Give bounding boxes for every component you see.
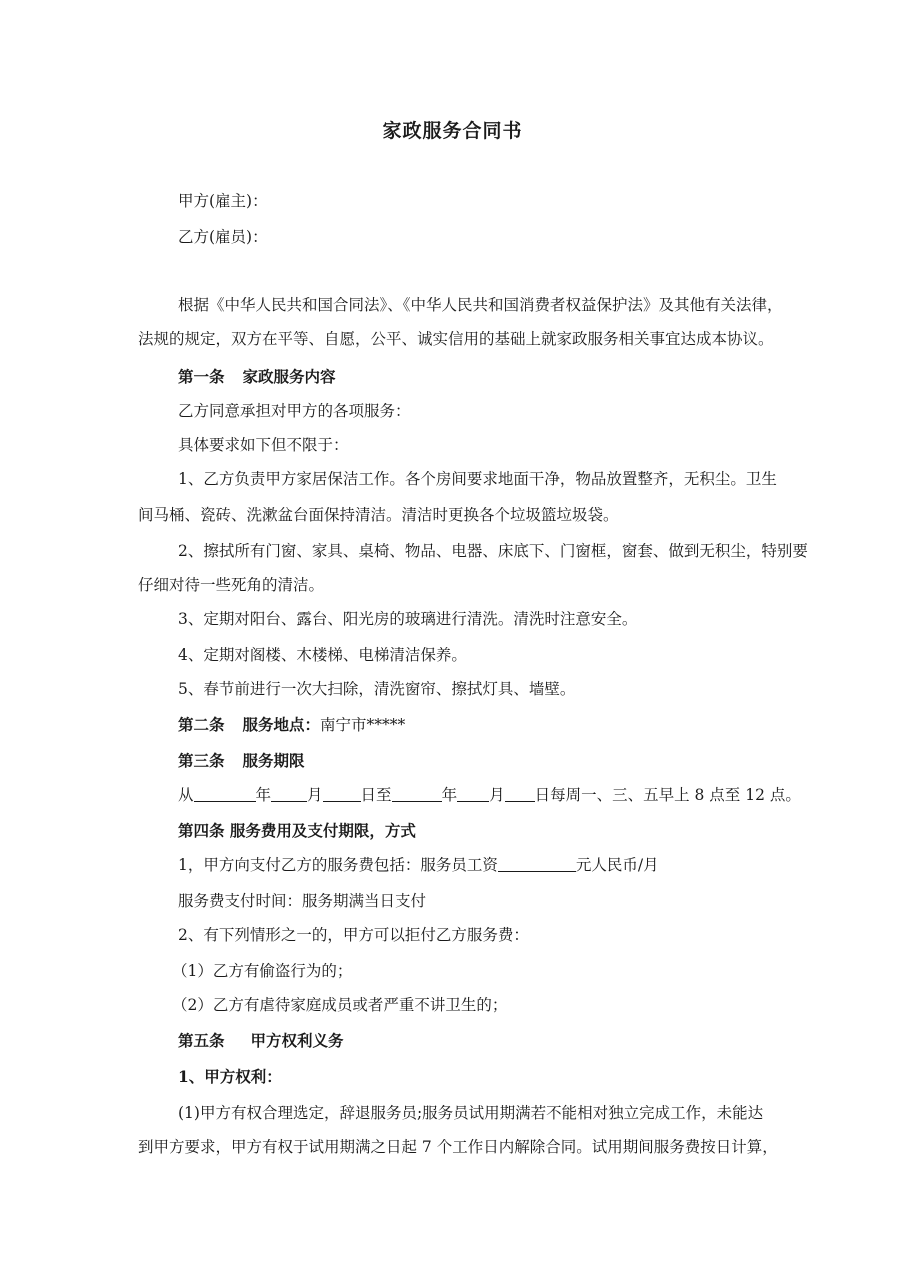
preamble-line-2: 法规的规定，双方在平等、自愿，公平、诚实信用的基础上就家政服务相关事宜达成本协议。 [138, 330, 774, 348]
article-5-heading [178, 1030, 818, 1052]
article-4-clause-1: （1）乙方有偷盗行为的； [172, 962, 353, 980]
article-5-number: 第五条 [178, 1031, 225, 1050]
service-period-line: 从 年 月 日至 年 月 日每周一、三、五早上 8 点至 12 点。 [178, 786, 801, 804]
article-1-item-2-line-1: 2、擦拭所有门窗、家具、桌椅、物品、电器、床底下、门窗框，窗套、做到无积尘，特别要 [178, 542, 808, 560]
article-1-item-2-line-2: 仔细对待一些死角的清洁。 [138, 576, 325, 594]
article-1-item-1-line-2: 间马桶、瓷砖、洗漱盆台面保持清洁。清洁时更换各个垃圾篮垃圾袋。 [138, 506, 619, 524]
article-3-number: 第三条 [178, 751, 225, 770]
article-4-para-3: 2、有下列情形之一的，甲方可以拒付乙方服务费： [178, 926, 529, 944]
service-location-value: 南宁市***** [320, 716, 406, 734]
article-1-para-1: 乙方同意承担对甲方的各项服务： [178, 402, 411, 420]
salary-blank[interactable] [498, 855, 576, 872]
article-4-para-2: 服务费支付时间：服务期满当日支付 [178, 892, 427, 910]
end-year-blank[interactable] [392, 785, 442, 802]
start-year-blank[interactable] [194, 785, 256, 802]
party-a-label: 甲方(雇主)： [178, 192, 268, 210]
article-1-number: 第一条 [178, 367, 225, 386]
article-4-para-1: 1，甲方向支付乙方的服务费包括：服务员工资 元人民币/月 [178, 856, 659, 874]
party-b-label: 乙方(雇员)： [178, 228, 268, 246]
article-5-subheading: 1、甲方权利： [178, 1067, 282, 1086]
end-month-blank[interactable] [457, 785, 489, 802]
start-day-blank[interactable] [323, 785, 361, 802]
article-3-title: 服务期限 [242, 751, 305, 770]
article-3-heading [178, 750, 818, 772]
article-4-heading: 第四条 服务费用及支付期限，方式 [178, 821, 416, 840]
article-5-para-1-line-1: (1)甲方有权合理选定，辞退服务员;服务员试用期满若不能相对独立完成工作，未能达 [178, 1104, 764, 1122]
article-1-item-3: 3、定期对阳台、露台、阳光房的玻璃进行清洗。清洗时注意安全。 [178, 610, 638, 628]
article-4-clause-2: （2）乙方有虐待家庭成员或者严重不讲卫生的； [172, 996, 508, 1014]
start-month-blank[interactable] [271, 785, 307, 802]
article-1-para-2: 具体要求如下但不限于： [178, 436, 349, 454]
article-1-item-1-line-1: 1、乙方负责甲方家居保洁工作。各个房间要求地面干净，物品放置整齐，无积尘。卫生 [178, 470, 777, 488]
article-1-item-5: 5、春节前进行一次大扫除，清洗窗帘、擦拭灯具、墙壁。 [178, 680, 576, 698]
document-title: 家政服务合同书 [382, 120, 523, 142]
article-1-heading [178, 366, 818, 388]
article-5-para-1-line-2: 到甲方要求，甲方有权于试用期满之日起 7 个工作日内解除合同。试用期间服务费按日计算， [138, 1138, 778, 1156]
end-day-blank[interactable] [505, 785, 535, 802]
article-1-title: 家政服务内容 [242, 367, 336, 386]
preamble-line-1: 根据《中华人民共和国合同法》、《中华人民共和国消费者权益保护法》及其他有关法律， [178, 296, 783, 314]
article-2-title: 服务地点： [242, 715, 321, 734]
article-1-item-4: 4、定期对阁楼、木楼梯、电梯清洁保养。 [178, 646, 467, 664]
article-2-number: 第二条 [178, 715, 225, 734]
article-2-heading [178, 714, 818, 736]
article-5-title: 甲方权利义务 [250, 1031, 344, 1050]
